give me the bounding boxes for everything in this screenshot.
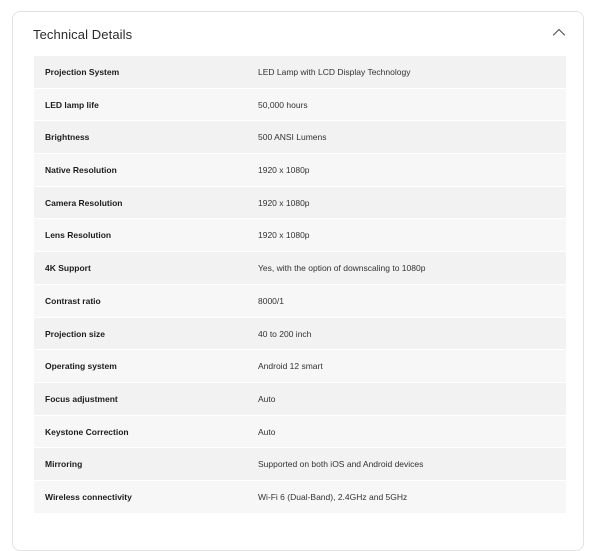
table-row	[34, 383, 566, 416]
table-row	[34, 219, 566, 252]
spec-value: 1920 x 1080p	[258, 230, 310, 241]
spec-value: Auto	[258, 426, 276, 437]
spec-value: 1920 x 1080p	[258, 165, 310, 176]
spec-label: 4K Support	[45, 263, 91, 274]
spec-label: Operating system	[45, 361, 117, 372]
table-row	[34, 481, 566, 514]
spec-value: Auto	[258, 393, 276, 404]
spec-value: LED Lamp with LCD Display Technology	[258, 67, 411, 77]
table-row	[34, 89, 566, 122]
table-row	[34, 416, 566, 449]
specs-table	[34, 56, 566, 514]
table-row	[34, 318, 566, 351]
spec-label: Camera Resolution	[45, 197, 123, 208]
table-row	[34, 154, 566, 187]
spec-label: Keystone Correction	[45, 426, 129, 437]
spec-label: Focus adjustment	[45, 393, 118, 404]
spec-label: Wireless connectivity	[45, 491, 132, 502]
table-row	[34, 187, 566, 220]
spec-label: Projection System	[45, 67, 120, 77]
spec-label: Lens Resolution	[45, 230, 112, 241]
spec-value: Supported on both iOS and Android devices	[258, 459, 424, 470]
section-title: Technical Details	[33, 27, 133, 42]
table-row	[34, 350, 566, 383]
spec-label: Mirroring	[45, 459, 83, 470]
spec-value: 500 ANSI Lumens	[258, 132, 327, 143]
spec-value: Android 12 smart	[258, 361, 323, 372]
table-row	[34, 285, 566, 318]
spec-value: Wi-Fi 6 (Dual-Band), 2.4GHz and 5GHz	[258, 491, 408, 502]
technical-details-header[interactable]	[13, 12, 583, 56]
spec-label: Contrast ratio	[45, 295, 101, 306]
table-row	[34, 56, 566, 89]
spec-label: Projection size	[45, 328, 105, 339]
spec-label: LED lamp life	[45, 99, 99, 110]
spec-value: 8000/1	[258, 295, 284, 306]
table-row	[34, 448, 566, 481]
spec-value: 1920 x 1080p	[258, 197, 310, 208]
spec-value: 40 to 200 inch	[258, 328, 312, 339]
chevron-up-icon[interactable]	[552, 27, 566, 37]
technical-details-card	[12, 11, 584, 551]
table-row	[34, 121, 566, 154]
spec-value: 50,000 hours	[258, 99, 308, 110]
table-row	[34, 252, 566, 285]
spec-label: Native Resolution	[45, 165, 117, 176]
spec-value: Yes, with the option of downscaling to 1080p	[258, 263, 426, 274]
spec-label: Brightness	[45, 132, 90, 143]
